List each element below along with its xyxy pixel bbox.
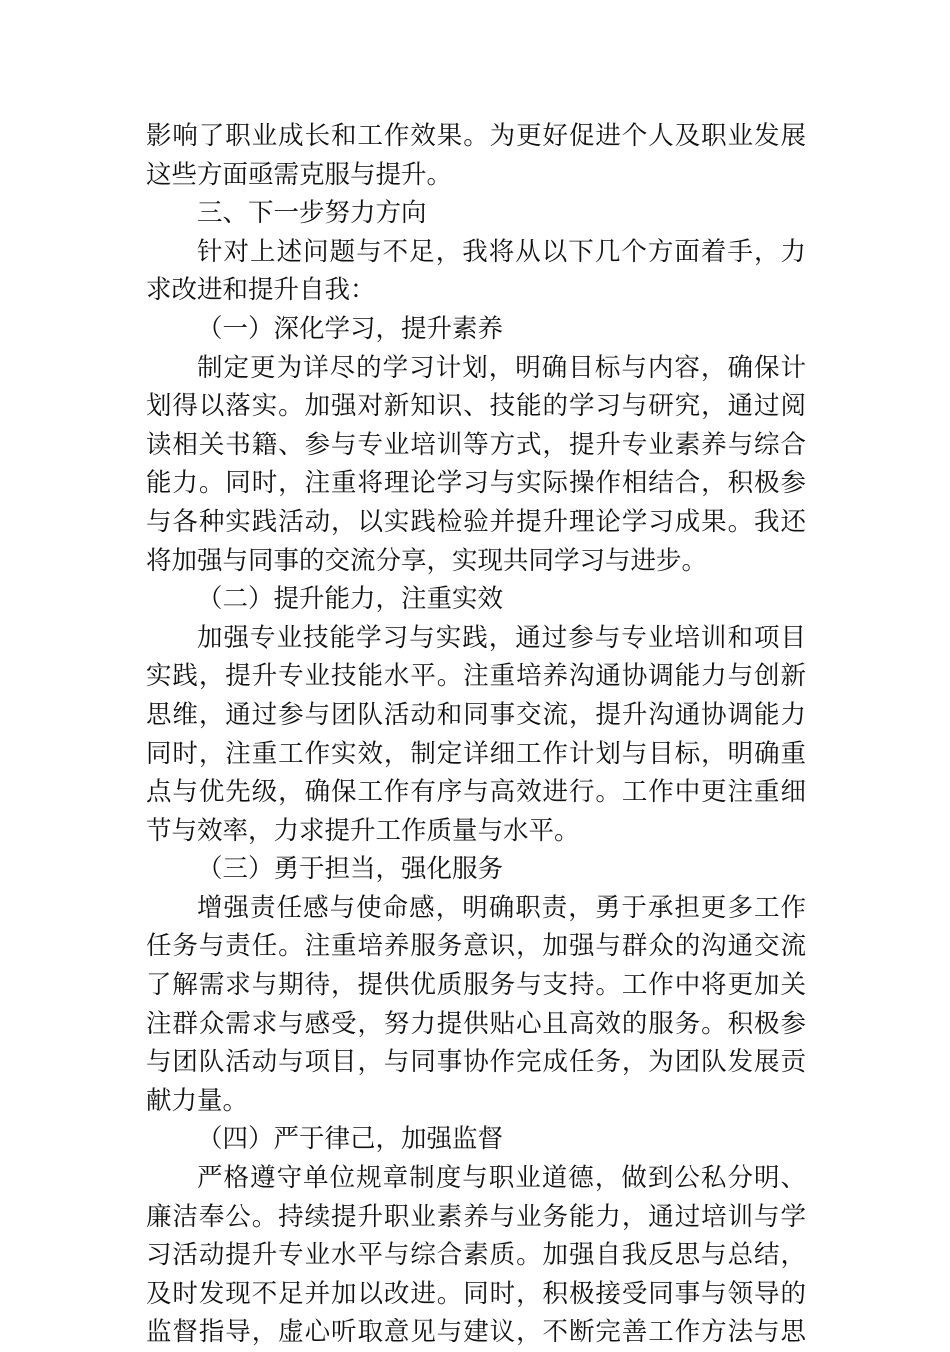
body-text-line: 监督指导，虚心听取意见与建议，不断完善工作方法与思: [146, 1317, 806, 1348]
section-heading: 三、下一步努力方向: [197, 198, 427, 229]
subsection-heading: （三）勇于担当，强化服务: [197, 854, 504, 885]
body-text-line: 及时发现不足并加以改进。同时，积极接受同事与领导的: [146, 1278, 806, 1309]
body-text-line: 针对上述问题与不足，我将从以下几个方面着手，力: [197, 236, 806, 267]
body-text-line: 求改进和提升自我：: [146, 275, 376, 306]
body-text-line: 献力量。: [146, 1085, 249, 1116]
body-text-line: 加强专业技能学习与实践，通过参与专业培训和项目: [197, 622, 806, 653]
body-text-line: 读相关书籍、参与专业培训等方式，提升专业素养与综合: [146, 429, 806, 460]
body-text-line: 点与优先级，确保工作有序与高效进行。工作中更注重细: [146, 777, 806, 808]
body-text-line: 这些方面亟需克服与提升。: [146, 159, 453, 190]
body-text-line: 增强责任感与使命感，明确职责，勇于承担更多工作: [197, 892, 806, 923]
body-text-line: 任务与责任。注重培养服务意识，加强与群众的沟通交流: [146, 931, 806, 962]
body-text-line: 思维，通过参与团队活动和同事交流，提升沟通协调能力: [146, 699, 806, 730]
body-text-line: 了解需求与期待，提供优质服务与支持。工作中将更加关: [146, 970, 806, 1001]
body-text-line: 实践，提升专业技能水平。注重培养沟通协调能力与创新: [146, 661, 806, 692]
body-text-line: 节与效率，力求提升工作质量与水平。: [146, 815, 580, 846]
body-text-line: 注群众需求与感受，努力提供贴心且高效的服务。积极参: [146, 1008, 806, 1039]
body-text-line: 将加强与同事的交流分享，实现共同学习与进步。: [146, 545, 708, 576]
subsection-heading: （二）提升能力，注重实效: [197, 584, 504, 615]
subsection-heading: （四）严于律己，加强监督: [197, 1124, 504, 1155]
body-text-line: 影响了职业成长和工作效果。为更好促进个人及职业发展: [146, 121, 806, 151]
body-text-line: 同时，注重工作实效，制定详细工作计划与目标，明确重: [146, 738, 806, 769]
body-text-line: 廉洁奉公。持续提升职业素养与业务能力，通过培训与学: [146, 1201, 806, 1232]
subsection-heading: （一）深化学习，提升素养: [197, 313, 504, 344]
body-text-line: 划得以落实。加强对新知识、技能的学习与研究，通过阅: [146, 391, 806, 422]
body-text-line: 与各种实践活动，以实践检验并提升理论学习成果。我还: [146, 506, 806, 537]
body-text-line: 习活动提升专业水平与综合素质。加强自我反思与总结，: [146, 1240, 806, 1271]
body-text-line: 制定更为详尽的学习计划，明确目标与内容，确保计: [197, 352, 806, 383]
body-text-line: 与团队活动与项目，与同事协作完成任务，为团队发展贡: [146, 1047, 806, 1078]
body-text-line: 能力。同时，注重将理论学习与实际操作相结合，积极参: [146, 468, 806, 499]
document-body: [146, 117, 806, 1352]
body-text-line: 严格遵守单位规章制度与职业道德，做到公私分明、: [197, 1163, 806, 1194]
